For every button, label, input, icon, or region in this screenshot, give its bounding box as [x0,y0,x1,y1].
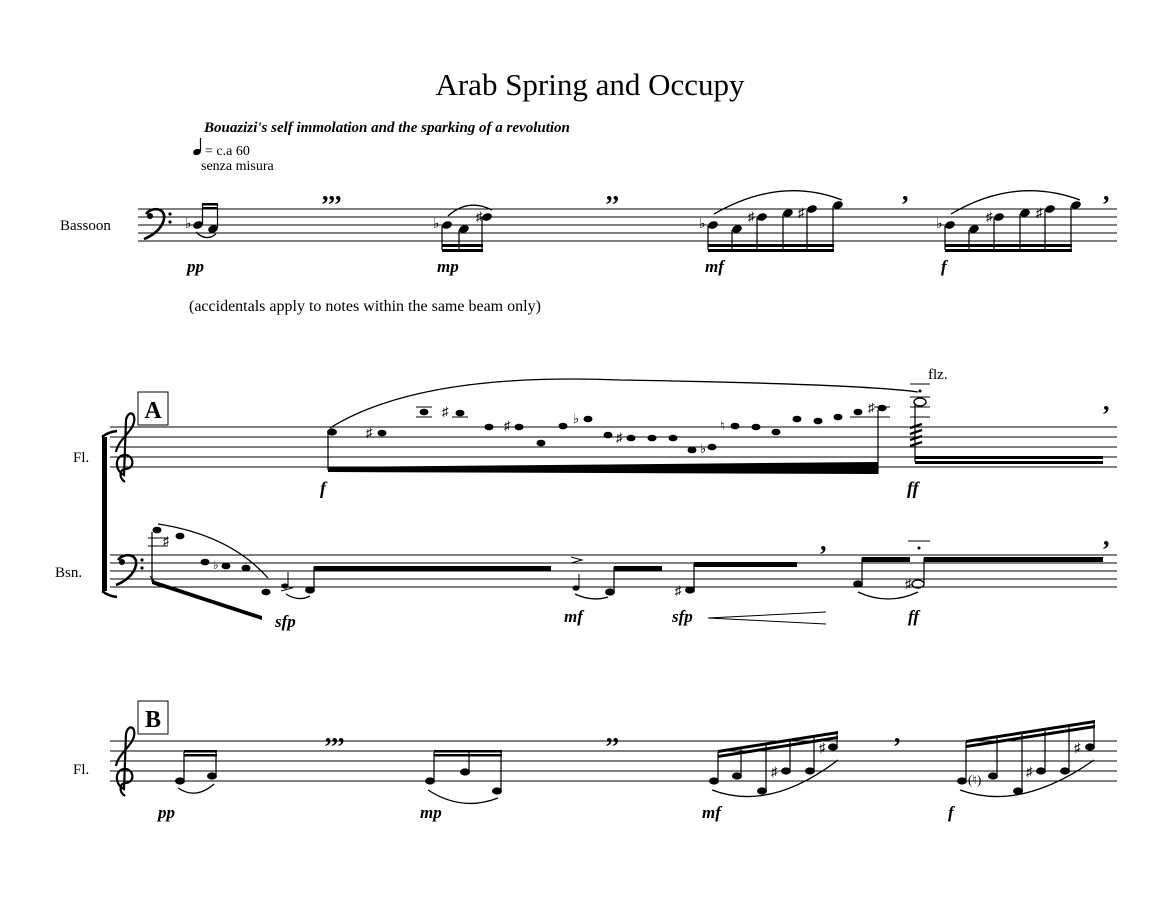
svg-text:♯: ♯ [442,404,449,419]
tempo-marking: = c.a 60 [205,144,250,159]
svg-text:B: B [144,707,162,733]
instrument-label-flute: Fl. [73,762,90,778]
flutter-tongue-note [910,367,1103,464]
dynamic-marking: sfp [275,612,296,631]
note-group-4 [936,191,1082,252]
dynamic-marking: f [941,257,947,276]
svg-text:♯: ♯ [905,576,912,591]
svg-text:♯: ♯ [163,534,169,548]
breath-mark: , [1103,387,1110,416]
note-group-b4 [957,720,1095,797]
svg-text:♯: ♯ [476,209,483,224]
svg-text:(♮): (♮) [968,772,982,787]
svg-text:♯: ♯ [1026,764,1033,779]
staff-bassoon-1 [138,209,1117,241]
note-group-2 [433,205,493,252]
svg-text:♮: ♮ [720,418,725,433]
breath-mark: ,,, [322,177,342,206]
breath-mark: ,, [606,177,619,206]
dynamic-marking: f [320,478,326,498]
dynamic-marking: mp [437,257,459,276]
instrument-label-flute: Fl. [73,450,90,466]
svg-text:♭: ♭ [185,217,192,232]
dynamic-marking: sfp [672,607,693,626]
treble-clef-icon [116,727,134,796]
svg-text:♯: ♯ [504,418,511,433]
breath-mark: , [894,719,901,748]
performance-note: (accidentals apply to notes within the same beam only) [189,298,541,315]
svg-text:♭: ♭ [213,558,219,572]
bass-clef-icon [116,555,144,585]
svg-text:♯: ♯ [748,209,755,224]
quarter-note-icon [192,138,202,156]
breath-mark: , [1103,522,1110,551]
dynamic-marking: ff [907,478,919,498]
note-group-1 [185,203,219,238]
instrument-label-bassoon-short: Bsn. [55,565,83,581]
svg-text:♭: ♭ [433,217,440,232]
svg-text:♭: ♭ [700,441,707,456]
instrument-label-bassoon: Bassoon [60,218,111,234]
page-title: Arab Spring and Occupy [435,67,745,102]
svg-text:♯: ♯ [616,430,623,445]
breath-mark: ,,, [325,719,345,748]
dynamic-marking: pp [158,803,175,822]
dynamic-marking: pp [187,257,204,276]
svg-text:A: A [144,398,162,424]
dynamic-marking: mp [420,803,442,822]
svg-text:♯: ♯ [1036,205,1043,220]
svg-text:♯: ♯ [868,400,875,415]
svg-text:♯: ♯ [771,764,778,779]
bass-clef-icon [144,209,172,239]
dynamic-marking: f [948,803,954,822]
breath-mark: ,, [606,719,619,748]
bassoon-gesture [148,524,1103,624]
svg-text:♯: ♯ [1074,740,1081,755]
dynamic-marking: mf [702,803,721,822]
breath-mark: , [1103,177,1110,206]
technique-marking: flz. [928,367,948,383]
svg-text:♯: ♯ [986,209,993,224]
section-heading: Bouazizi's self immolation and the sparking of a revolution [204,120,570,136]
note-group-3 [699,191,844,252]
note-group-b1 [175,750,217,793]
svg-text:♯: ♯ [798,205,805,220]
svg-text:♭: ♭ [699,217,706,232]
dynamic-marking: ff [908,607,920,626]
svg-text:♭: ♭ [573,411,580,426]
dynamic-marking: mf [564,607,583,626]
breath-mark: , [902,177,909,206]
treble-clef-icon [116,413,134,482]
svg-text:♯: ♯ [675,583,682,598]
breath-mark: , [820,527,827,556]
system-bracket [102,431,117,597]
rehearsal-mark-a [138,392,168,425]
meter-text: senza misura [201,159,274,174]
svg-text:♭: ♭ [936,217,943,232]
note-group-b2 [425,750,502,803]
rehearsal-mark-b [138,701,168,734]
svg-text:♯: ♯ [366,425,373,440]
dynamic-marking: mf [705,257,724,276]
svg-text:♯: ♯ [819,740,826,755]
